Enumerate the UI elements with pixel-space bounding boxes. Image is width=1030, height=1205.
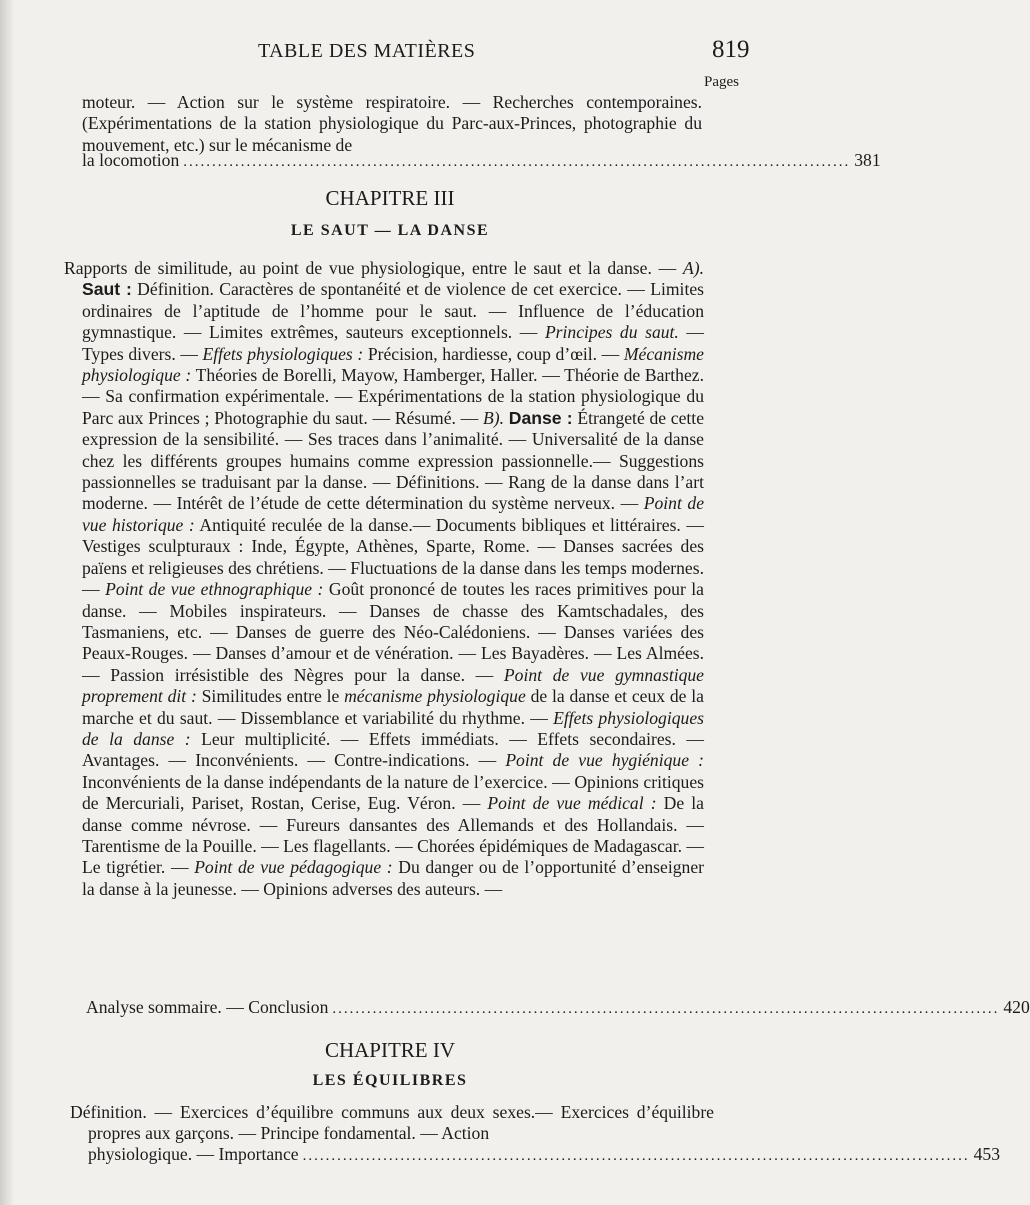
page-ref: 453: [973, 1144, 1000, 1164]
toc-entry-saut-danse: [64, 258, 704, 900]
running-head: [0, 36, 760, 66]
page-ref: 381: [854, 150, 881, 170]
entry-text: moteur. — Action sur le système respiratoire. — Recherches contemporaines. (Expérimentations de la station physiologique du Parc-aux-Princes, photographie du mouvement, etc.) sur le mécanisme de: [82, 92, 702, 155]
chapter-heading: CHAPITRE III: [325, 186, 455, 210]
dot-leader: ....................................................................................................................: [302, 1148, 970, 1164]
entry-last-line: physiologique. — Importance: [88, 1144, 299, 1164]
entry-text: Rapports de similitude, au point de vue physiologique, entre le saut et la danse. — A). Saut : Définition. Caractères de spontanéité et de violence de cet exercice. — Limites ordinaires de l’aptitude de l’homme pour le saut. — Influence de l’éducation gymnastique. — Limites extrêmes, sauteurs exceptionnels. — Principes du saut. — Types divers. — Effets physiologiques : Précision, hardiesse, coup d’œil. — Mécanisme physiologique : Théories de Borelli, Mayow, Hamberger, Haller. — Théorie de Barthez. — Sa confirmation expérimentale. — Expérimentations de la station physiologique du Parc aux Princes ; Photographie du saut. — Résumé. — B). Danse : Étrangeté de cette expression de la sensibilité. — Ses traces dans l’animalité. — Universalité de la danse chez les différents groupes humains comme expression passionnelle.— Suggestions passionnelles se traduisant par la danse. — Définitions. — Rang de la danse dans l’art moderne. — Intérêt de l’étude de cette détermination du système nerveux. — Point de vue historique : Antiquité reculée de la danse.— Documents bibliques et littéraires. — Vestiges sculpturaux : Inde, Égypte, Athènes, Sparte, Rome. — Danses sacrées des païens et religieuses des chrétiens. — Fluctuations de la danse dans les temps modernes. — Point de vue ethnographique : Goût prononcé de toutes les races primitives pour la danse. — Mobiles inspirateurs. — Danses de chasse des Kamtschadales, des Tasmaniens, etc. — Danses de guerre des Néo-Calédoniens. — Danses variées des Peaux-Rouges. — Danses d’amour et de vénération. — Les Bayadères. — Les Almées. — Passion irrésistible des Nègres pour la danse. — Point de vue gymnastique proprement dit : Similitudes entre le mécanisme physiologique de la danse et ceux de la marche et du saut. — Dissemblance et variabilité du rhythme. — Effets physiologiques de la danse : Leur multiplicité. — Effets immédiats. — Effets secondaires. — Avantages. — Inconvénients. — Contre-indications. — Point de vue hygiénique : Inconvénients de la danse indépendants de la nature de l’exercice. — Opinions critiques de Mercuriali, Pariset, Rostan, Cerise, Eug. Véron. — Point de vue médical : De la danse comme névrose. — Fureurs dansantes des Allemands et des Hollandais. — Tarentisme de la Pouille. — Les flagellants. — Chorées épidémiques de Madagascar. — Le tigrétier. — Point de vue pédagogique : Du danger ou de l’opportunité d’enseigner la danse à la jeunesse. — Opinions adverses des auteurs. —: [64, 258, 705, 899]
entry-last-line: la locomotion: [82, 150, 180, 170]
dot-leader: ....................................................................................................................: [183, 154, 851, 170]
toc-entry-equilibres: [70, 1102, 714, 1145]
page-number: 819: [712, 36, 750, 63]
entry-text: Définition. — Exercices d’équilibre communs aux deux sexes.— Exercices d’équilibre propres aux garçons. — Principe fondamental. — Action: [70, 1102, 714, 1144]
toc-entry-carryover: [82, 92, 702, 156]
toc-line-locomotion: [82, 150, 881, 173]
dot-leader: ....................................................................................................................: [332, 1001, 1000, 1017]
page-edge-shadow: [0, 0, 14, 1205]
chapter-heading: CHAPITRE IV: [324, 1038, 456, 1062]
running-title: TABLE DES MATIÈRES: [258, 40, 476, 62]
entry-last-line: Analyse sommaire. — Conclusion: [86, 997, 329, 1017]
chapter-subtitle: LES ÉQUILIBRES: [312, 1072, 468, 1089]
page-ref: 420: [1003, 997, 1030, 1017]
pages-column-label: Pages: [704, 74, 739, 90]
toc-line-conclusion: [86, 997, 1030, 1020]
toc-line-importance: [88, 1144, 1000, 1167]
chapter-subtitle: LE SAUT — LA DANSE: [290, 222, 490, 239]
